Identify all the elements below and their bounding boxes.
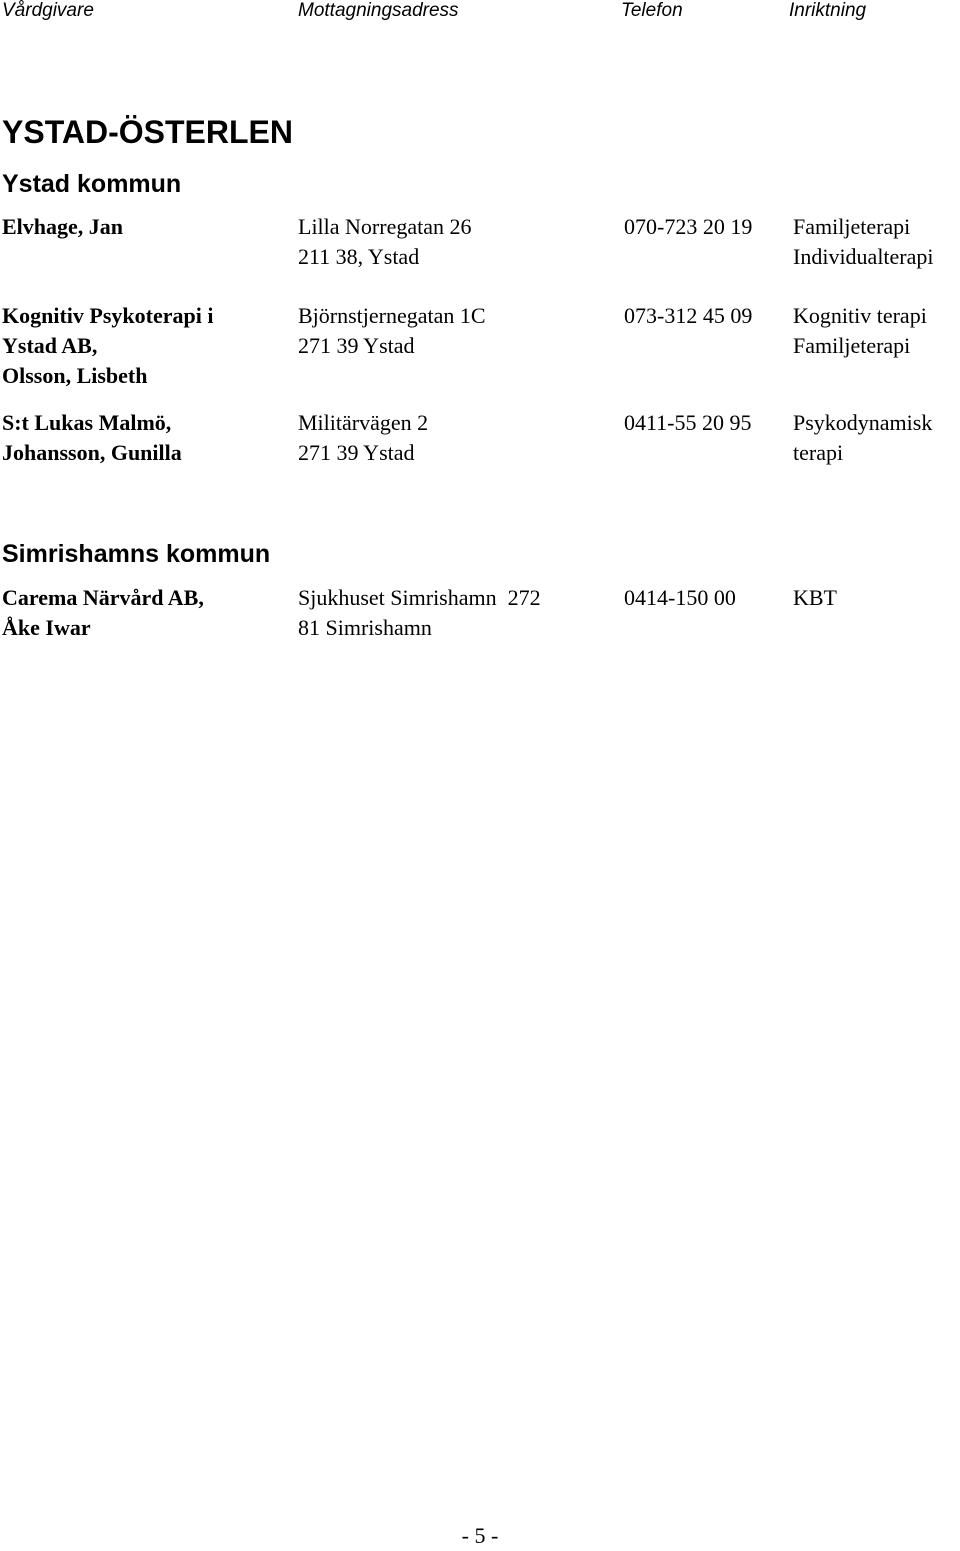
provider-direction: Familjeterapi Individualterapi — [793, 214, 934, 269]
region-title: YSTAD-ÖSTERLEN — [2, 114, 293, 150]
provider-direction: KBT — [793, 585, 837, 610]
header-direction: Inriktning — [789, 0, 867, 21]
header-provider: Vårdgivare — [2, 0, 94, 21]
provider-phone: 0411-55 20 95 — [624, 410, 752, 435]
provider-direction: Psykodynamisk terapi — [793, 410, 933, 465]
municipality-heading-ystad: Ystad kommun — [2, 170, 182, 198]
provider-phone: 073-312 45 09 — [624, 303, 753, 328]
provider-name: Kognitiv Psykoterapi i Ystad AB, Olsson, Lisbeth — [2, 303, 214, 388]
provider-name: Carema Närvård AB, Åke Iwar — [2, 585, 204, 640]
header-phone: Telefon — [621, 0, 683, 21]
provider-direction: Kognitiv terapi Familjeterapi — [793, 303, 927, 358]
page-number: - 5 - — [461, 1523, 499, 1548]
provider-phone: 070-723 20 19 — [624, 214, 753, 239]
provider-address: Sjukhuset Simrishamn 272 81 Simrishamn — [298, 585, 541, 640]
provider-address: Lilla Norregatan 26 211 38, Ystad — [298, 214, 472, 269]
provider-address: Björnstjernegatan 1C 271 39 Ystad — [298, 303, 486, 358]
municipality-heading-simrishamn: Simrishamns kommun — [2, 540, 271, 568]
header-address: Mottagningsadress — [298, 0, 459, 21]
provider-phone: 0414-150 00 — [624, 585, 736, 610]
provider-address: Militärvägen 2 271 39 Ystad — [298, 410, 429, 465]
column-header-row — [0, 0, 960, 24]
provider-name: Elvhage, Jan — [2, 214, 124, 239]
provider-name: S:t Lukas Malmö, Johansson, Gunilla — [2, 410, 182, 465]
